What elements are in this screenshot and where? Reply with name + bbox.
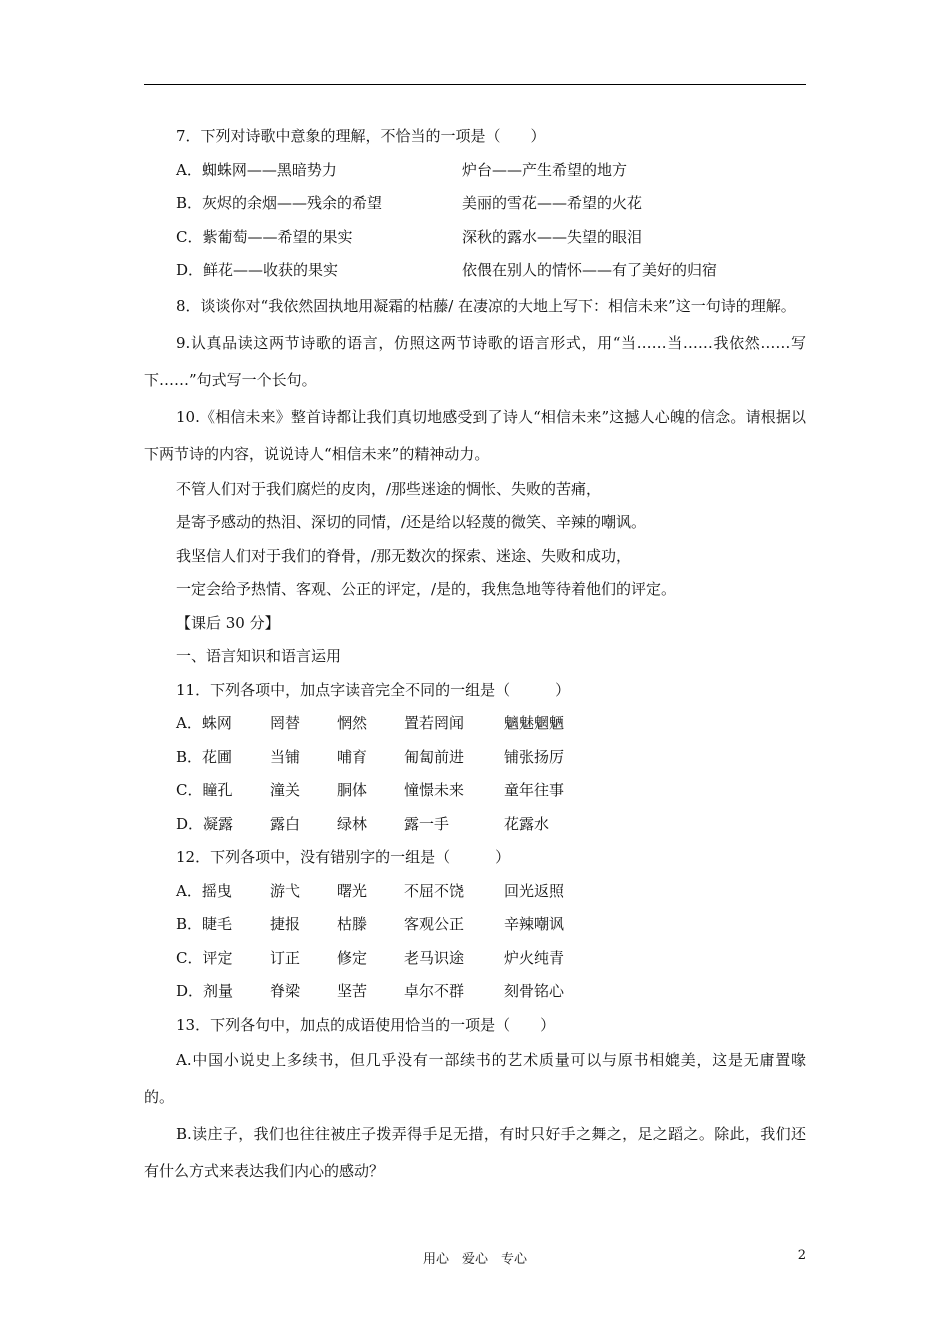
poem-line: 不管人们对于我们腐烂的皮肉，/那些迷途的惆怅、失败的苦痛， bbox=[176, 479, 602, 498]
q11-option-row: A．蛛网 罔替 惘然 置若罔闻 魑魅魍魉 bbox=[176, 714, 565, 732]
q8-text: 8．谈谈你对“我依然固执地用凝霜的枯藤/ 在凄凉的大地上写下：相信未来”这一句诗的理解。 bbox=[176, 296, 796, 315]
q11-option-row: B．花圃 当铺 哺育 匍匐前进 铺张扬厉 bbox=[176, 747, 565, 766]
q7-option-a: A．蜘蛛网——黑暗势力 炉台——产生希望的地方 bbox=[176, 160, 628, 179]
q11-stem: 11．下列各项中，加点字读音完全不同的一组是（ ） bbox=[176, 680, 571, 699]
q7-stem: 7．下列对诗歌中意象的理解，不恰当的一项是（ ） bbox=[176, 127, 546, 145]
poem-line: 是寄予感动的热泪、深切的同情，/还是给以轻蔑的微笑、辛辣的嘲讽。 bbox=[176, 513, 647, 531]
footer-text: 用心 爱心 专心 bbox=[422, 1252, 527, 1267]
q13-option-b: B.读庄子，我们也往往被庄子拨弄得手足无措，有时只好手之舞之，足之蹈之。除此，我们还有什么方式来表达我们内心的感动？ bbox=[144, 1125, 806, 1180]
q12-option-row: C．评定 订正 修定 老马识途 炉火纯青 bbox=[176, 948, 565, 967]
q11-option-row: D．凝露 露白 绿林 露一手 花露水 bbox=[176, 814, 550, 833]
after-class-heading: 【课后 30 分】 bbox=[176, 613, 280, 632]
poem-line: 一定会给予热情、客观、公正的评定，/是的，我焦急地等待着他们的评定。 bbox=[176, 580, 677, 598]
page-content bbox=[144, 120, 806, 1190]
q11-option-row: C．瞳孔 潼关 胴体 憧憬未来 童年往事 bbox=[176, 781, 565, 799]
q7-option-c: C．紫葡萄——希望的果实 深秋的露水——失望的眼泪 bbox=[176, 227, 643, 246]
q12-option-row: D．剂量 脊梁 坚苦 卓尔不群 刻骨铭心 bbox=[176, 982, 565, 1000]
q12-option-row: B．睫毛 捷报 枯滕 客观公正 辛辣嘲讽 bbox=[176, 915, 565, 933]
poem-line: 我坚信人们对于我们的脊骨，/那无数次的探索、迷途、失败和成功， bbox=[176, 546, 632, 565]
page-number: 2 bbox=[797, 1248, 806, 1263]
q13-stem: 13．下列各句中，加点的成语使用恰当的一项是（ ） bbox=[176, 1015, 556, 1034]
q12-stem: 12．下列各项中，没有错别字的一组是（ ） bbox=[176, 848, 511, 866]
q7-option-d: D．鲜花——收获的果实 依偎在别人的情怀——有了美好的归宿 bbox=[176, 261, 718, 279]
q9-text: 9.认真品读这两节诗歌的语言，仿照这两节诗歌的语言形式，用“当……当……我依然……写下……”句式写一个长句。 bbox=[144, 333, 806, 389]
q7-option-b: B．灰烬的余烟——残余的希望 美丽的雪花——希望的火花 bbox=[176, 194, 643, 212]
q10-text: 10.《相信未来》整首诗都让我们真切地感受到了诗人“相信未来”这撼人心魄的信念。请根据以下两节诗的内容，说说诗人“相信未来”的精神动力。 bbox=[144, 407, 806, 463]
q13-option-a: A.中国小说史上多续书，但几乎没有一部续书的艺术质量可以与原书相媲美，这是无庸置喙的。 bbox=[144, 1051, 806, 1106]
header-rule bbox=[144, 84, 806, 85]
q12-option-row: A．摇曳 游弋 曙光 不屈不饶 回光返照 bbox=[176, 881, 565, 900]
section-heading: 一、语言知识和语言运用 bbox=[176, 647, 342, 665]
